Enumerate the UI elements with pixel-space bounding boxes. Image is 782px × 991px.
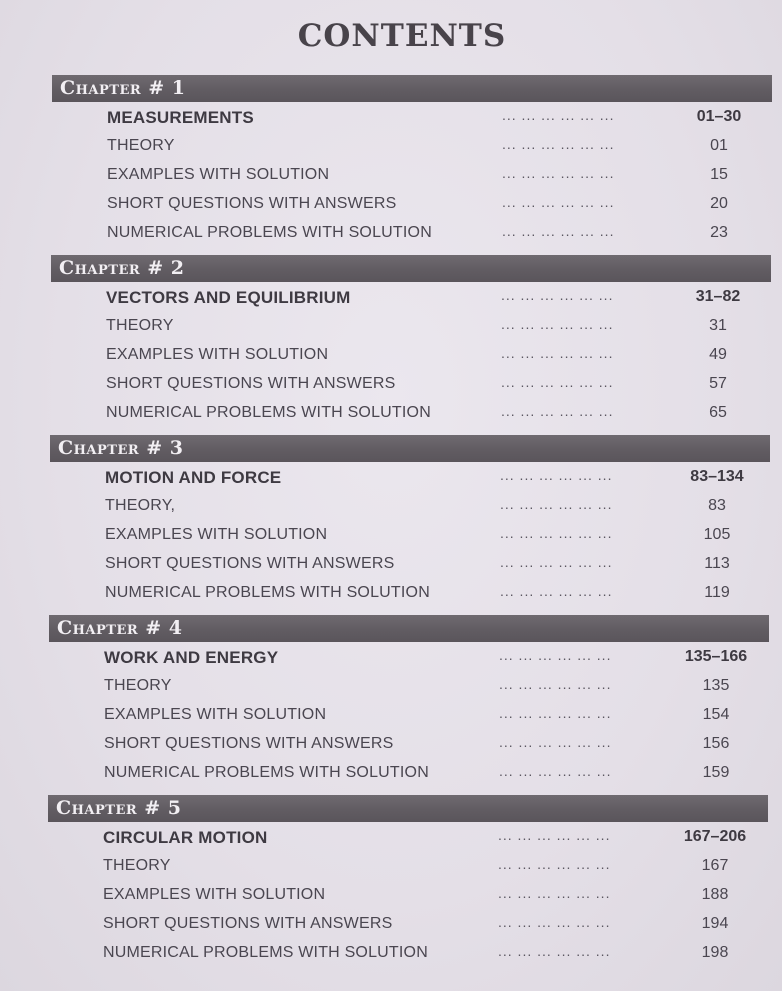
- toc-entry-label: EXAMPLES WITH SOLUTION: [103, 886, 326, 903]
- chapter-5-section: [48, 795, 768, 967]
- page-number: 31: [709, 317, 727, 334]
- chapter-label: Chapter # 4: [57, 617, 183, 639]
- chapter-title: CIRCULAR MOTION: [103, 828, 268, 847]
- page-number: 01: [710, 137, 728, 154]
- page-number: 65: [709, 404, 727, 421]
- toc-row-numerical[interactable]: [48, 938, 768, 967]
- dot-leader: ... ... ... ... ... ...: [499, 647, 612, 663]
- chapter-label: Chapter # 1: [60, 77, 186, 99]
- toc-entry-label: EXAMPLES WITH SOLUTION: [106, 346, 329, 363]
- toc-row-examples[interactable]: [52, 160, 772, 189]
- chapter-title: VECTORS AND EQUILIBRIUM: [106, 288, 351, 307]
- chapter-title-row[interactable]: [49, 642, 769, 671]
- toc-entry-label: THEORY,: [105, 497, 176, 514]
- page-range: 31–82: [695, 288, 741, 305]
- toc-entry-label: NUMERICAL PROBLEMS WITH SOLUTION: [107, 224, 432, 241]
- toc-row-short-questions[interactable]: [51, 369, 771, 398]
- page-number: 188: [701, 886, 729, 903]
- toc-entry-label: SHORT QUESTIONS WITH ANSWERS: [104, 735, 394, 752]
- chapter-header-bar: [48, 795, 768, 822]
- toc-entry-label: SHORT QUESTIONS WITH ANSWERS: [106, 375, 396, 392]
- page-number: 23: [710, 224, 728, 241]
- page-number: 198: [701, 944, 729, 961]
- page-number: 49: [709, 346, 727, 363]
- chapter-label: Chapter # 3: [58, 437, 184, 459]
- toc-row-numerical[interactable]: [51, 398, 771, 427]
- toc-entry-label: EXAMPLES WITH SOLUTION: [104, 706, 327, 723]
- dot-leader: ... ... ... ... ... ...: [502, 165, 615, 181]
- toc-row-examples[interactable]: [50, 520, 770, 549]
- dot-leader: ... ... ... ... ... ...: [498, 856, 611, 872]
- dot-leader: ... ... ... ... ... ...: [502, 223, 615, 239]
- chapter-header-bar: [52, 75, 772, 102]
- chapter-header-bar: [51, 255, 771, 282]
- chapter-label: Chapter # 2: [59, 257, 185, 279]
- toc-row-short-questions[interactable]: [49, 729, 769, 758]
- page-range: 167–206: [683, 828, 747, 845]
- page-number: 83: [708, 497, 726, 514]
- dot-leader: ... ... ... ... ... ...: [500, 525, 613, 541]
- dot-leader: ... ... ... ... ... ...: [501, 287, 614, 303]
- chapter-title-row[interactable]: [48, 822, 768, 851]
- dot-leader: ... ... ... ... ... ...: [502, 136, 615, 152]
- toc-row-numerical[interactable]: [52, 218, 772, 247]
- page-range: 135–166: [684, 648, 748, 665]
- page-number: 15: [710, 166, 728, 183]
- toc-entry-label: THEORY: [103, 857, 171, 874]
- toc-row-numerical[interactable]: [49, 758, 769, 787]
- dot-leader: ... ... ... ... ... ...: [501, 403, 614, 419]
- chapter-title: WORK AND ENERGY: [104, 648, 279, 667]
- dot-leader: ... ... ... ... ... ...: [498, 885, 611, 901]
- toc-entry-label: NUMERICAL PROBLEMS WITH SOLUTION: [104, 764, 429, 781]
- chapter-title-row[interactable]: [51, 282, 771, 311]
- dot-leader: ... ... ... ... ... ...: [500, 496, 613, 512]
- page-number: 57: [709, 375, 727, 392]
- page-number: 167: [701, 857, 729, 874]
- chapter-header-bar: [49, 615, 769, 642]
- page-range: 83–134: [690, 468, 744, 485]
- toc-entry-label: SHORT QUESTIONS WITH ANSWERS: [103, 915, 393, 932]
- toc-row-theory[interactable]: [50, 491, 770, 520]
- chapter-header-bar: [50, 435, 770, 462]
- toc-entry-label: SHORT QUESTIONS WITH ANSWERS: [105, 555, 395, 572]
- dot-leader: ... ... ... ... ... ...: [501, 345, 614, 361]
- toc-entry-label: EXAMPLES WITH SOLUTION: [105, 526, 328, 543]
- toc-row-short-questions[interactable]: [50, 549, 770, 578]
- toc-entry-label: NUMERICAL PROBLEMS WITH SOLUTION: [106, 404, 431, 421]
- chapter-2-section: [51, 255, 771, 427]
- chapter-title-row[interactable]: [52, 102, 772, 131]
- dot-leader: ... ... ... ... ... ...: [502, 194, 615, 210]
- page-title: CONTENTS: [297, 18, 507, 54]
- toc-entry-label: NUMERICAL PROBLEMS WITH SOLUTION: [105, 584, 430, 601]
- chapter-1-section: [52, 75, 772, 247]
- chapter-title: MEASUREMENTS: [107, 108, 254, 127]
- dot-leader: ... ... ... ... ... ...: [500, 554, 613, 570]
- toc-row-short-questions[interactable]: [52, 189, 772, 218]
- toc-entry-label: THEORY: [106, 317, 174, 334]
- dot-leader: ... ... ... ... ... ...: [498, 943, 611, 959]
- toc-row-examples[interactable]: [51, 340, 771, 369]
- chapter-4-section: [49, 615, 769, 787]
- page-number: 194: [701, 915, 729, 932]
- dot-leader: ... ... ... ... ... ...: [499, 676, 612, 692]
- toc-row-theory[interactable]: [52, 131, 772, 160]
- page-number: 20: [710, 195, 728, 212]
- toc-entry-label: THEORY: [104, 677, 172, 694]
- dot-leader: ... ... ... ... ... ...: [498, 914, 611, 930]
- chapter-label: Chapter # 5: [56, 797, 182, 819]
- toc-entry-label: EXAMPLES WITH SOLUTION: [107, 166, 330, 183]
- chapter-title-row[interactable]: [50, 462, 770, 491]
- toc-row-numerical[interactable]: [50, 578, 770, 607]
- dot-leader: ... ... ... ... ... ...: [499, 705, 612, 721]
- toc-row-theory[interactable]: [51, 311, 771, 340]
- toc-row-theory[interactable]: [48, 851, 768, 880]
- toc-entry-label: THEORY: [107, 137, 175, 154]
- dot-leader: ... ... ... ... ... ...: [498, 827, 611, 843]
- page-number: 113: [704, 555, 730, 572]
- toc-row-theory[interactable]: [49, 671, 769, 700]
- toc-row-short-questions[interactable]: [48, 909, 768, 938]
- dot-leader: ... ... ... ... ... ...: [499, 763, 612, 779]
- dot-leader: ... ... ... ... ... ...: [501, 374, 614, 390]
- page-number: 156: [702, 735, 730, 752]
- dot-leader: ... ... ... ... ... ...: [502, 107, 615, 123]
- page-number: 154: [702, 706, 730, 723]
- dot-leader: ... ... ... ... ... ...: [500, 467, 613, 483]
- page-number: 119: [704, 584, 730, 601]
- toc-row-examples[interactable]: [48, 880, 768, 909]
- dot-leader: ... ... ... ... ... ...: [501, 316, 614, 332]
- page-range: 01–30: [696, 108, 742, 125]
- page-number: 135: [702, 677, 730, 694]
- chapter-3-section: [50, 435, 770, 607]
- page-number: 105: [703, 526, 731, 543]
- toc-entry-label: SHORT QUESTIONS WITH ANSWERS: [107, 195, 397, 212]
- toc-row-examples[interactable]: [49, 700, 769, 729]
- chapter-title: MOTION AND FORCE: [105, 468, 282, 487]
- page-number: 159: [702, 764, 730, 781]
- dot-leader: ... ... ... ... ... ...: [499, 734, 612, 750]
- toc-entry-label: NUMERICAL PROBLEMS WITH SOLUTION: [103, 944, 428, 961]
- dot-leader: ... ... ... ... ... ...: [500, 583, 613, 599]
